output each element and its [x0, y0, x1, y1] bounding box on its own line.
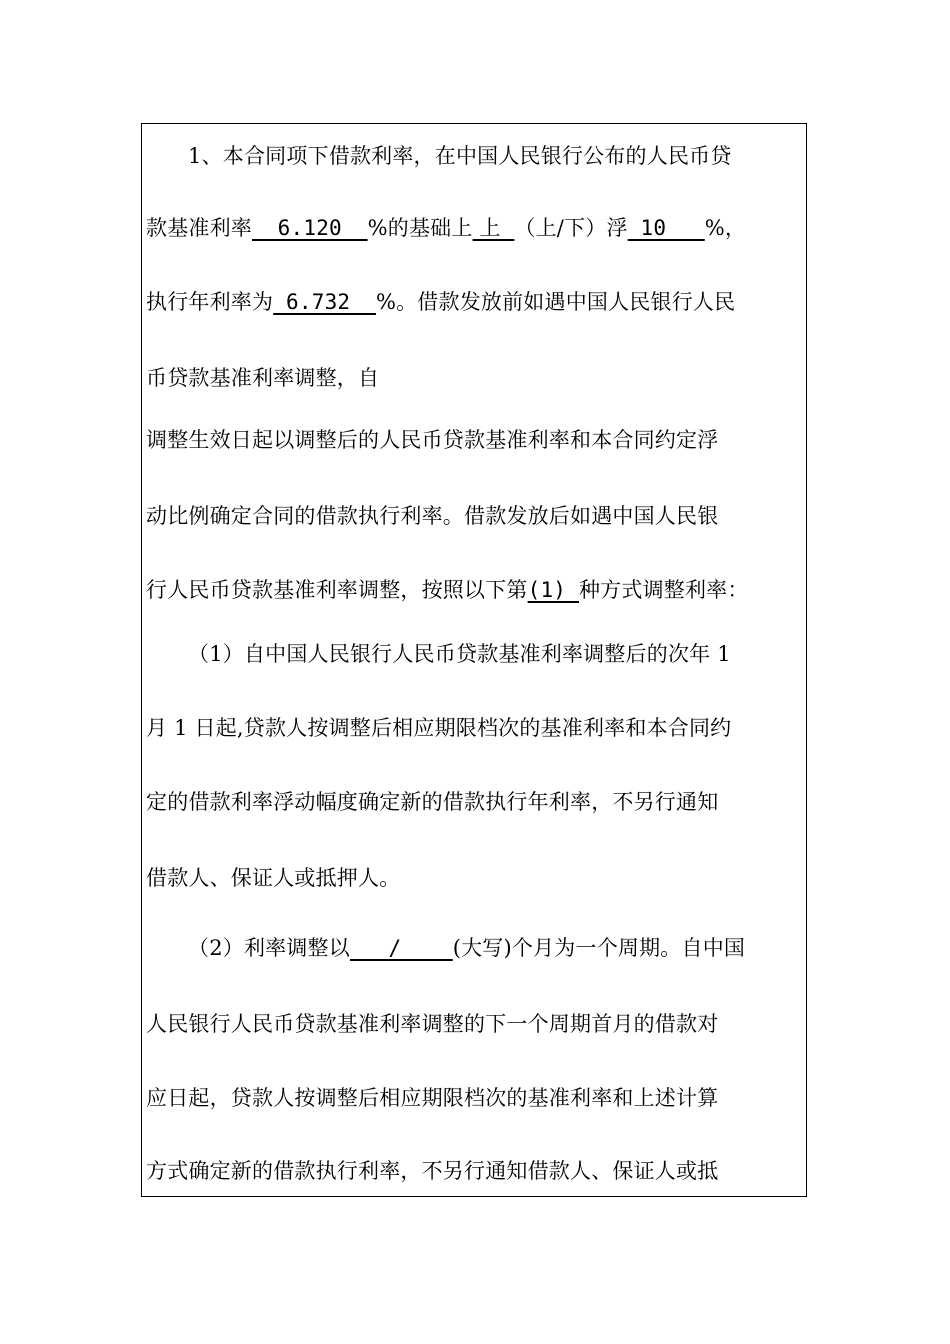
para1-line2-text-d: %，	[704, 216, 747, 240]
option2-line1	[188, 934, 745, 962]
base-rate-field: 6.120	[252, 216, 368, 240]
option1-line4	[146, 864, 400, 892]
para1-line2-text-c: （上/下）浮	[514, 216, 628, 240]
option2-line2	[146, 1010, 718, 1038]
option2-line3	[146, 1084, 718, 1112]
para1-line3-text-a: 执行年利率为	[146, 290, 274, 314]
para1-line3	[146, 288, 735, 316]
exec-rate-field: 6.732	[273, 290, 376, 314]
method-field: (1)	[527, 578, 579, 602]
option2-line4-text: 方式确定新的借款执行利率，不另行通知借款人、保证人或抵	[146, 1159, 719, 1183]
para1-line1-text: 1、本合同项下借款利率，在中国人民银行公布的人民币贷	[188, 144, 732, 168]
option2-line4	[146, 1157, 718, 1185]
option2-line2-text: 人民银行人民币贷款基准利率调整的下一个周期首月的借款对	[146, 1012, 719, 1036]
para1-line6	[146, 502, 718, 530]
option2-line3-text: 应日起，贷款人按调整后相应期限档次的基准利率和上述计算	[146, 1086, 719, 1110]
option1-line1	[188, 640, 731, 668]
para1-line7	[146, 576, 749, 604]
para1-line7-text-b: 种方式调整利率：	[578, 578, 749, 602]
para1-line5-text: 调整生效日起以调整后的人民币贷款基准利率和本合同约定浮	[146, 428, 719, 452]
option1-line1-text: （1）自中国人民银行人民币贷款基准利率调整后的次年 1	[188, 642, 731, 666]
para1-line5	[146, 426, 718, 454]
para1-line7-text-a: 行人民币贷款基准利率调整，按照以下第	[146, 578, 528, 602]
para1-line6-text: 动比例确定合同的借款执行利率。借款发放后如遇中国人民银	[146, 504, 719, 528]
option2-line1-text-a: （2）利率调整以	[188, 936, 350, 960]
para1-line2	[146, 214, 746, 242]
para1-line3-text-b: %。借款发放前如遇中国人民银行人民	[375, 290, 736, 314]
float-percent-field: 10	[627, 216, 705, 240]
direction-field: 上	[472, 216, 515, 240]
option1-line4-text: 借款人、保证人或抵押人。	[146, 866, 401, 890]
para1-line4	[146, 364, 379, 392]
period-field: /	[349, 936, 453, 960]
para1-line2-text-b: %的基础上	[367, 216, 473, 240]
para1-line4-text: 币贷款基准利率调整，自	[146, 366, 380, 390]
option1-line3	[146, 788, 718, 816]
option1-line2-text: 月 1 日起,贷款人按调整后相应期限档次的基准利率和本合同约	[146, 716, 732, 740]
para1-line1	[188, 142, 732, 170]
contract-clause-box	[141, 123, 807, 1197]
para1-line2-text-a: 款基准利率	[146, 216, 252, 240]
option1-line2	[146, 714, 731, 742]
option1-line3-text: 定的借款利率浮动幅度确定新的借款执行年利率，不另行通知	[146, 790, 719, 814]
option2-line1-text-b: (大写)个月为一个周期。自中国	[452, 936, 746, 960]
